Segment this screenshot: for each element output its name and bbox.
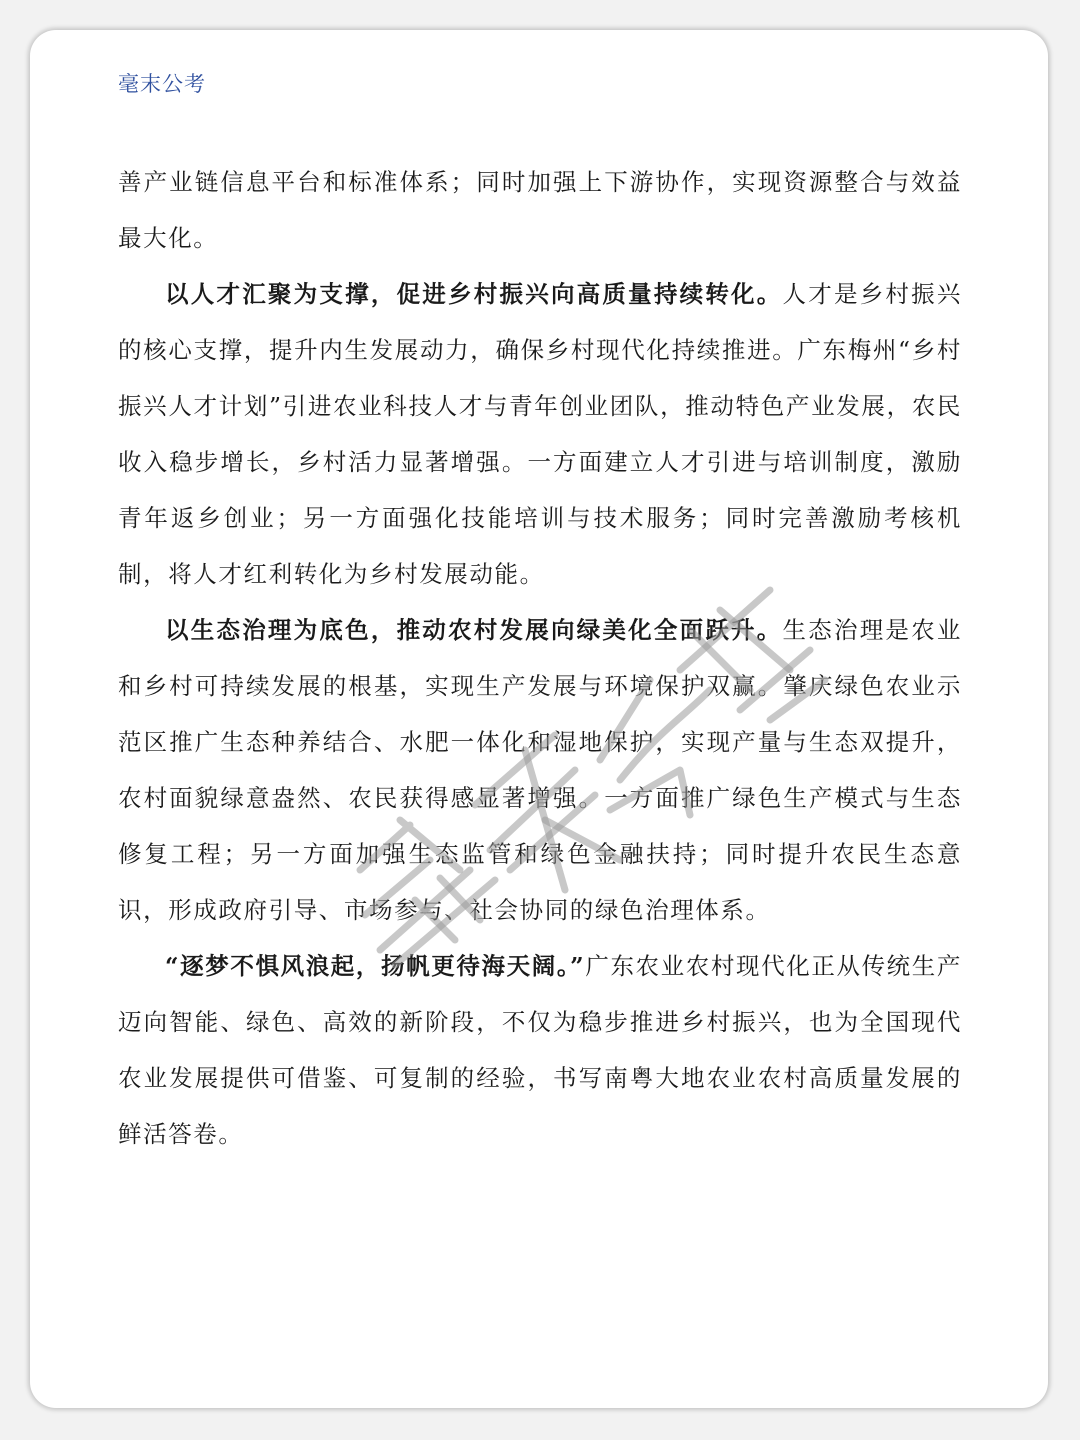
paragraph-talent bbox=[118, 266, 962, 602]
paragraph-heading: “逐梦不惧风浪起，扬帆更待海天阔。” bbox=[165, 952, 586, 980]
paragraph-text: 善产业链信息平台和标准体系；同时加强上下游协作，实现资源整合与效益最大化。 bbox=[118, 168, 962, 252]
paragraph-conclusion bbox=[118, 938, 962, 1162]
paragraph-text: 人才是乡村振兴的核心支撑，提升内生发展动力，确保乡村现代化持续推进。广东梅州“乡村振兴人才计划”引进农业科技人才与青年创业团队，推动特色产业发展，农民收入稳步增长，乡村活力显著增强。一方面建立人才引进与培训制度，激励青年返乡创业；另一方面强化技能培训与技术服务；同时完善激励考核机制，将人才红利转化为乡村发展动能。 bbox=[118, 280, 962, 588]
paragraph-text: 广东农业农村现代化正从传统生产迈向智能、绿色、高效的新阶段，不仅为稳步推进乡村振兴，也为全国现代农业发展提供可借鉴、可复制的经验，书写南粤大地农业农村高质量发展的鲜活答卷。 bbox=[118, 952, 963, 1148]
paragraph-heading: 以人才汇聚为支撑，促进乡村振兴向高质量持续转化。 bbox=[165, 280, 783, 308]
paragraph-text: 生态治理是农业和乡村可持续发展的根基，实现生产发展与环境保护双赢。肇庆绿色农业示范区推广生态种养结合、水肥一体化和湿地保护，实现产量与生态双提升，农村面貌绿意盎然、农民获得感显著增强。一方面推广绿色生产模式与生态修复工程；另一方面加强生态监管和绿色金融扶持；同时提升农民生态意识，形成政府引导、市场参与、社会协同的绿色治理体系。 bbox=[118, 616, 962, 924]
paragraph-continuation bbox=[118, 154, 962, 266]
document-body bbox=[118, 154, 962, 1162]
paragraph-heading: 以生态治理为底色，推动农村发展向绿美化全面跃升。 bbox=[165, 616, 783, 644]
paragraph-ecology bbox=[118, 602, 962, 938]
brand-header: 毫末公考 bbox=[118, 72, 206, 96]
document-page bbox=[30, 30, 1048, 1408]
